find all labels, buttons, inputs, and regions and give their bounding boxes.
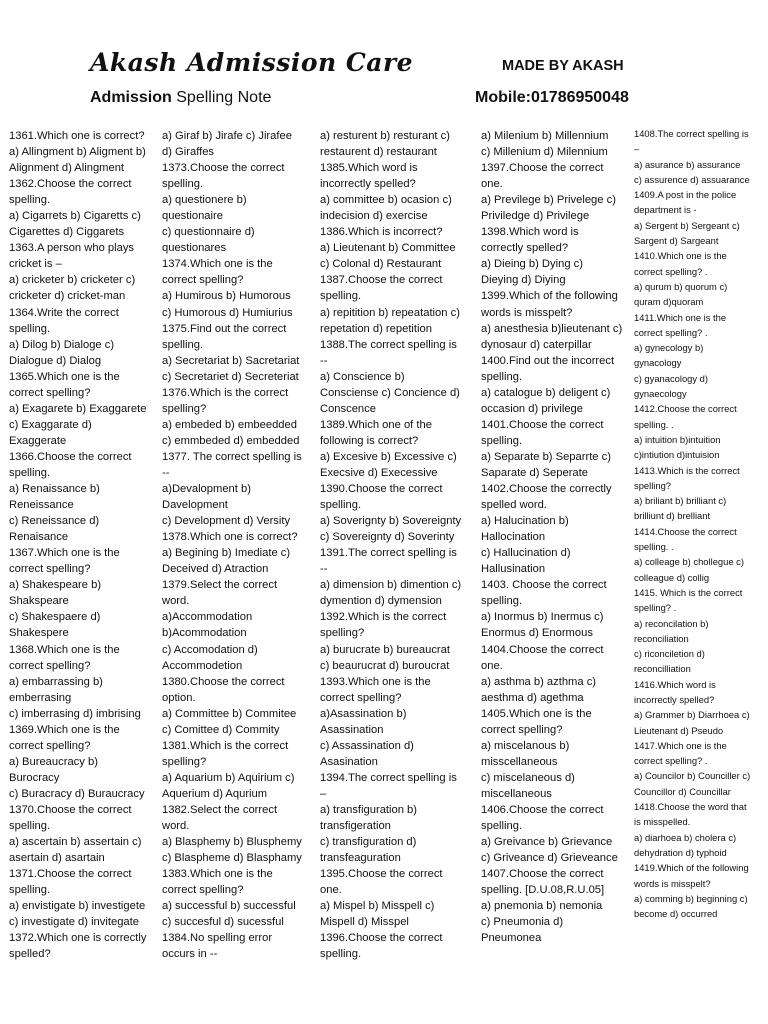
text-line: 1395.Choose the correct (320, 868, 443, 881)
text-line: c) succesful d) sucessful (162, 916, 284, 929)
text-line: a) embarrassing b) (9, 675, 103, 688)
text-line: a) qurum b) quorum c) (634, 280, 728, 292)
text-line: Asasination (320, 755, 378, 768)
text-line: misscellaneous (481, 755, 558, 768)
text-line: c) Reneissance d) (9, 515, 100, 528)
text-line: spelling? (162, 402, 207, 415)
text-line: a) asthma b) azthma c) (481, 675, 597, 688)
text-line: correct spelling? (162, 274, 244, 287)
text-line: a)Asassination b) (320, 707, 407, 720)
text-line: Asassination (320, 723, 384, 736)
text-line: Renaisance (9, 531, 69, 544)
text-line: following is correct? (320, 434, 419, 447)
text-line: c) Griveance d) Grieveance (481, 852, 618, 865)
text-line: a) resturent b) resturant c) (320, 130, 450, 142)
text-line: a) Halucination b) (481, 515, 569, 528)
text-line: a) intuition b)intuition (634, 433, 721, 445)
text-line: 1409.A post in the police (634, 189, 737, 201)
text-line: Consciense c) Concience d) (320, 386, 460, 399)
text-line: emberrasing (9, 691, 72, 704)
text-line: Shakspeare (9, 595, 69, 608)
text-line: cricketer d) cricket-man (9, 290, 126, 303)
text-line: department is - (634, 204, 697, 216)
text-line: spelling. [D.U.08,R.U.05] (481, 884, 605, 897)
text-line: one. (481, 178, 503, 191)
text-line: 1407.Choose the correct (481, 868, 604, 881)
mobile-number: Mobile:01786950048 (475, 89, 629, 106)
text-line: c) Hallucination d) (481, 547, 571, 560)
text-line: c) Buracracy d) Buraucracy (9, 787, 145, 800)
text-line: reconcilliation (634, 663, 691, 675)
text-line: a) Humirous b) Humorous (162, 290, 291, 303)
text-line: 1365.Which one is the (9, 370, 120, 383)
text-line: c) Millenium d) Milennium (481, 146, 608, 159)
text-line: 1377. The correct spelling is (162, 450, 302, 463)
text-line: spelling? (162, 755, 207, 768)
text-line: correct spelling? (9, 563, 91, 576)
text-line: spelling. (162, 338, 204, 351)
text-line: transfeaguration (320, 852, 401, 865)
text-line: restaurent d) restaurant (320, 146, 437, 159)
text-line: a) gynecology b) (634, 342, 704, 354)
text-line: 1415. Which is the correct (634, 586, 743, 598)
text-line: Accommodetion (162, 659, 243, 672)
text-line: a) envistigate b) investigete (9, 900, 146, 913)
text-line: 1417.Which one is the (634, 739, 727, 751)
text-line: dehydration d) typhoid (634, 846, 727, 858)
text-line: 1397.Choose the correct (481, 162, 604, 175)
text-line: 1375.Find out the correct (162, 322, 287, 335)
text-line: a) Begining b) Imediate c) (162, 547, 291, 560)
text-line: spelling? . (634, 602, 677, 614)
text-line: a) transfiguration b) (320, 803, 418, 816)
text-line: spelling. (9, 884, 51, 897)
text-line: a) anesthesia b)lieutenant c) (481, 322, 623, 335)
text-line: c)intiution d)intuision (634, 449, 720, 461)
page-subtitle (90, 89, 271, 107)
text-line: c) investigate d) invitegate (9, 916, 139, 929)
text-line: spelling. (481, 370, 523, 383)
text-line: a) committee b) ocasion c) (320, 194, 452, 207)
text-line: a) Renaissance b) (9, 483, 100, 496)
text-line: d) Giraffes (162, 146, 215, 159)
text-line: a) Dieing b) Dying c) (481, 258, 583, 271)
text-line: 1405.Which one is the (481, 707, 592, 720)
text-line: 1394.The correct spelling is (320, 771, 457, 784)
text-line: 1369.Which one is the (9, 723, 120, 736)
text-line: spelling. (9, 194, 51, 207)
text-line: -- (162, 466, 170, 479)
text-line: become d) occurred (634, 908, 718, 920)
text-line: Dialogue d) Dialog (9, 354, 102, 367)
text-line: 1396.Choose the correct (320, 932, 443, 945)
text-line: 1408.The correct spelling is (634, 128, 749, 139)
text-line: 1382.Select the correct (162, 803, 278, 816)
text-line: a) Shakespeare b) (9, 579, 102, 592)
text-line: asertain d) asartain (9, 852, 105, 865)
text-line: occurs in -- (162, 948, 218, 961)
text-line: questionares (162, 242, 227, 255)
text-line: c) imberrasing d) imbrising (9, 707, 141, 720)
text-line: c) Shakespaere d) (9, 611, 101, 624)
text-line: Shakespere (9, 627, 69, 640)
text-line: c) assurence d) assuarance (634, 173, 750, 185)
text-line: Lieutenant d) Pseudo (634, 724, 724, 736)
text-line: – (320, 787, 327, 800)
text-line: a) Secretariat b) Sacretariat (162, 354, 300, 367)
text-line: – (634, 143, 640, 155)
text-line: spelled word. (481, 499, 547, 512)
text-line: 1376.Which is the correct (162, 386, 289, 399)
text-line: Priviledge d) Privilege (481, 210, 590, 223)
text-line: spelling. (320, 948, 362, 961)
text-line: word. (162, 595, 190, 608)
text-line: words is misspelt? (634, 877, 711, 889)
text-line: spelling. (320, 499, 362, 512)
text-line: Hallusination (481, 563, 546, 576)
text-line: Aquerium d) Aqurium (162, 787, 268, 800)
text-line: a) Inormus b) Inermus c) (481, 611, 604, 624)
text-line: 1383.Which one is the (162, 868, 273, 881)
question-column-5 (634, 126, 766, 921)
text-line: c) Colonal d) Restaurant (320, 258, 442, 271)
text-line: Burocracy (9, 771, 60, 784)
text-line: spelling. (9, 466, 51, 479)
text-line: 1380.Choose the correct (162, 675, 285, 688)
text-line: correct spelling? . (634, 326, 708, 338)
text-line: Reneissance (9, 499, 74, 512)
text-line: a) comming b) beginning c) (634, 892, 748, 904)
text-line: 1367.Which one is the (9, 547, 120, 560)
brand-title: Akash Admission Care (90, 48, 414, 77)
text-line: correct spelling? (162, 884, 244, 897)
text-line: c) transfiguration d) (320, 836, 417, 849)
subtitle-bold: Admission (90, 89, 172, 106)
text-line: spelling. . (634, 418, 674, 430)
text-line: correct spelling? (9, 739, 91, 752)
text-line: Execsive d) Execessive (320, 466, 438, 479)
text-line: 1374.Which one is the (162, 258, 273, 271)
text-line: a) Conscience b) (320, 370, 405, 383)
text-line: spelling. . (634, 541, 674, 553)
text-line: -- (320, 354, 328, 367)
text-line: a) cricketer b) cricketer c) (9, 274, 136, 287)
text-line: a) repitition b) repeatation c) (320, 306, 460, 319)
text-line: gynacology (634, 357, 682, 369)
text-line: spelling. (320, 290, 362, 303)
text-line: spelling. (9, 322, 51, 335)
text-line: reconciliation (634, 632, 689, 644)
text-line: 1373.Choose the correct (162, 162, 285, 175)
text-line: 1368.Which one is the (9, 643, 120, 656)
text-line: a) Allingment b) Aligment b) (9, 146, 146, 159)
text-line: c) emmbeded d) embedded (162, 434, 300, 447)
text-line: c) beaurucrat d) buroucrat (320, 659, 450, 672)
text-line: 1400.Find out the incorrect (481, 354, 615, 367)
text-line: a) Blasphemy b) Blusphemy (162, 836, 302, 849)
text-line: 1385.Which word is (320, 162, 418, 175)
text-line: 1398.Which word is (481, 226, 579, 239)
text-line: a) Separate b) Separrte c) (481, 450, 611, 463)
text-line: Saparate d) Seperate (481, 466, 588, 479)
text-line: 1404.Choose the correct (481, 643, 604, 656)
text-line: 1378.Which one is correct? (162, 531, 298, 544)
text-line: 1401.Choose the correct (481, 418, 604, 431)
text-line: 1387.Choose the correct (320, 274, 443, 287)
text-line: spelling? (634, 479, 672, 491)
text-line: c) questionnaire d) (162, 226, 255, 239)
text-line: option. (162, 691, 196, 704)
text-line: one. (481, 659, 503, 672)
text-line: a) burucrate b) bureaucrat (320, 643, 450, 656)
text-line: c) Blaspheme d) Blasphamy (162, 852, 302, 865)
text-line: is misspelled. (634, 816, 691, 828)
text-line: a) colleage b) chollegue c) (634, 556, 744, 568)
text-line: spelling. (481, 434, 523, 447)
text-line: correctly spelled? (481, 242, 569, 255)
text-line: 1392.Which is the correct (320, 611, 447, 624)
text-line: Councillor d) Councillar (634, 785, 731, 797)
text-line: a) Excesive b) Excessive c) (320, 450, 457, 463)
text-line: a) briliant b) brilliant c) (634, 495, 727, 507)
text-line: spelling. (481, 595, 523, 608)
text-line: 1389.Which one of the (320, 418, 432, 431)
text-line: a) Sergent b) Sergeant c) (634, 219, 740, 231)
text-line: 1419.Which of the following (634, 862, 749, 874)
text-line: 1362.Choose the correct (9, 178, 132, 191)
text-line: 1388.The correct spelling is (320, 338, 457, 351)
text-line: dynosaur d) caterpillar (481, 338, 592, 351)
question-column-1 (9, 128, 157, 962)
text-line: a) Lieutenant b) Committee (320, 242, 456, 255)
text-line: c) gyanacology d) (634, 372, 708, 384)
text-line: c) riconciletion d) (634, 648, 705, 660)
text-line: Cigarettes d) Ciggarets (9, 226, 125, 239)
text-line: 1371.Choose the correct (9, 868, 132, 881)
text-line: 1406.Choose the correct (481, 803, 604, 816)
text-line: brilliunt d) brelliant (634, 510, 711, 522)
text-line: Mispell d) Misspel (320, 916, 409, 929)
text-line: c) Pneumonia d) (481, 916, 564, 929)
text-line: 1370.Choose the correct (9, 803, 132, 816)
text-line: questionaire (162, 210, 223, 223)
text-line: a) catalogue b) deligent c) (481, 386, 611, 399)
text-line: words is misspelt? (481, 306, 573, 319)
text-line: a) Giraf b) Jirafe c) Jirafee (162, 130, 292, 142)
text-line: a) Grammer b) Diarrhoea c) (634, 709, 750, 721)
question-column-4 (481, 128, 631, 946)
text-line: 1413.Which is the correct (634, 464, 740, 476)
text-line: a) Greivance b) Grievance (481, 836, 613, 849)
text-line: incorrectly spelled? (634, 693, 715, 705)
text-line: 1402.Choose the correctly (481, 483, 612, 496)
text-line: spelled? (9, 948, 51, 961)
text-line: a) ascertain b) assertain c) (9, 836, 142, 849)
text-line: 1412.Choose the correct (634, 403, 737, 415)
text-line: a) Soverignty b) Sovereignty (320, 515, 462, 528)
text-line: a) Mispel b) Misspell c) (320, 900, 435, 913)
text-line: one. (320, 884, 342, 897)
question-column-2 (162, 128, 312, 962)
text-line: c) Comittee d) Commity (162, 723, 280, 736)
text-line: a) Committee b) Commitee (162, 707, 297, 720)
author-credit: MADE BY AKASH (502, 58, 624, 74)
text-line: a) Milenium b) Millennium (481, 130, 609, 142)
text-line: a) pnemonia b) nemonia (481, 900, 603, 913)
text-line: 1416.Which word is (634, 678, 716, 690)
text-line: c) Humorous d) Humiurius (162, 306, 293, 319)
text-line: 1403. Choose the correct (481, 579, 607, 592)
text-line: 1399.Which of the following (481, 290, 618, 303)
text-line: correct spelling? . (634, 265, 708, 277)
text-line: c) Accomodation d) (162, 643, 258, 656)
text-line: a) dimension b) dimention c) (320, 579, 462, 592)
text-line: spelling. (481, 820, 523, 833)
text-line: a) Bureaucracy b) (9, 755, 98, 768)
text-line: a) Councilor b) Counciller c) (634, 770, 751, 782)
text-line: c) Assassination d) (320, 739, 414, 752)
text-line: a) asurance b) assurance (634, 158, 741, 170)
text-line: a)Accommodation (162, 611, 253, 624)
text-line: 1386.Which is incorrect? (320, 226, 443, 239)
text-line: Enormus d) Enormous (481, 627, 593, 640)
text-line: correct spelling? (9, 659, 91, 672)
text-line: a) reconcilation b) (634, 617, 709, 629)
text-line: incorrectly spelled? (320, 178, 416, 191)
text-line: 1366.Choose the correct (9, 450, 132, 463)
text-line: 1381.Which is the correct (162, 739, 289, 752)
text-line: -- (320, 563, 328, 576)
text-line: 1418.Choose the word that (634, 801, 747, 813)
text-line: spelling. (162, 178, 204, 191)
text-line: a) Previlege b) Privelege c) (481, 194, 616, 207)
text-line: Pneumonea (481, 932, 542, 945)
text-line: word. (162, 820, 190, 833)
text-line: b)Acommodation (162, 627, 247, 640)
text-line: a) embeded b) embeedded (162, 418, 297, 431)
text-line: dymention d) dymension (320, 595, 442, 608)
text-line: a) Cigarrets b) Cigaretts c) (9, 210, 141, 223)
text-line: 1361.Which one is correct? (9, 130, 145, 142)
text-line: a) diarhoea b) cholera c) (634, 831, 737, 843)
text-line: spelling. (9, 820, 51, 833)
text-line: Deceived d) Atraction (162, 563, 269, 576)
text-line: correct spelling? . (634, 755, 708, 767)
text-line: 1391.The correct spelling is (320, 547, 457, 560)
text-line: correct spelling? (481, 723, 563, 736)
text-line: 1363.A person who plays (9, 242, 135, 255)
text-line: 1379.Select the correct (162, 579, 278, 592)
text-line: 1393.Which one is the (320, 675, 431, 688)
text-line: colleague d) collig (634, 571, 710, 583)
text-line: correct spelling? (320, 691, 402, 704)
text-line: 1384.No spelling error (162, 932, 273, 945)
text-line: quram d)quoram (634, 296, 704, 308)
text-line: aesthma d) agethma (481, 691, 584, 704)
text-line: 1372.Which one is correctly (9, 932, 147, 945)
text-line: transfigeration (320, 820, 391, 833)
text-line: correct spelling? (9, 386, 91, 399)
page-header (0, 0, 768, 125)
text-line: Conscence (320, 402, 376, 415)
text-line: a) successful b) successful (162, 900, 296, 913)
text-line: 1414.Choose the correct (634, 525, 737, 537)
question-column-3 (320, 128, 472, 962)
text-line: 1364.Write the correct (9, 306, 119, 319)
text-line: a) Dilog b) Dialoge c) (9, 338, 115, 351)
text-line: Dieying d) Diying (481, 274, 566, 287)
text-line: c) Development d) Versity (162, 515, 291, 528)
text-line: Exaggerate (9, 434, 67, 447)
text-line: occasion d) privilege (481, 402, 583, 415)
text-line: gynaecology (634, 388, 687, 400)
text-line: c) Exaggarate d) (9, 418, 92, 431)
text-line: a)Devalopment b) (162, 483, 251, 496)
text-line: c) miscelaneous d) (481, 771, 575, 784)
text-line: a) Aquarium b) Aquirium c) (162, 771, 295, 784)
text-line: 1410.Which one is the (634, 250, 727, 262)
text-line: Sargent d) Sargeant (634, 235, 719, 247)
text-line: cricket is – (9, 258, 62, 271)
text-line: c) Sovereignty d) Soverinty (320, 531, 455, 544)
text-line: a) Exagarete b) Exaggarete (9, 402, 147, 415)
subtitle-rest: Spelling Note (171, 89, 272, 106)
text-line: a) miscelanous b) (481, 739, 570, 752)
text-line: a) questionere b) (162, 194, 247, 207)
text-line: Alignment d) Alingment (9, 162, 125, 175)
text-line: 1390.Choose the correct (320, 483, 443, 496)
text-line: Hallocination (481, 531, 546, 544)
text-line: 1411.Which one is the (634, 311, 727, 323)
text-line: indecision d) exercise (320, 210, 428, 223)
text-line: miscellaneous (481, 787, 552, 800)
text-line: repetation d) repetition (320, 322, 432, 335)
text-line: c) Secretariet d) Secreteriat (162, 370, 299, 383)
text-line: spelling? (320, 627, 365, 640)
text-line: Davelopment (162, 499, 228, 512)
